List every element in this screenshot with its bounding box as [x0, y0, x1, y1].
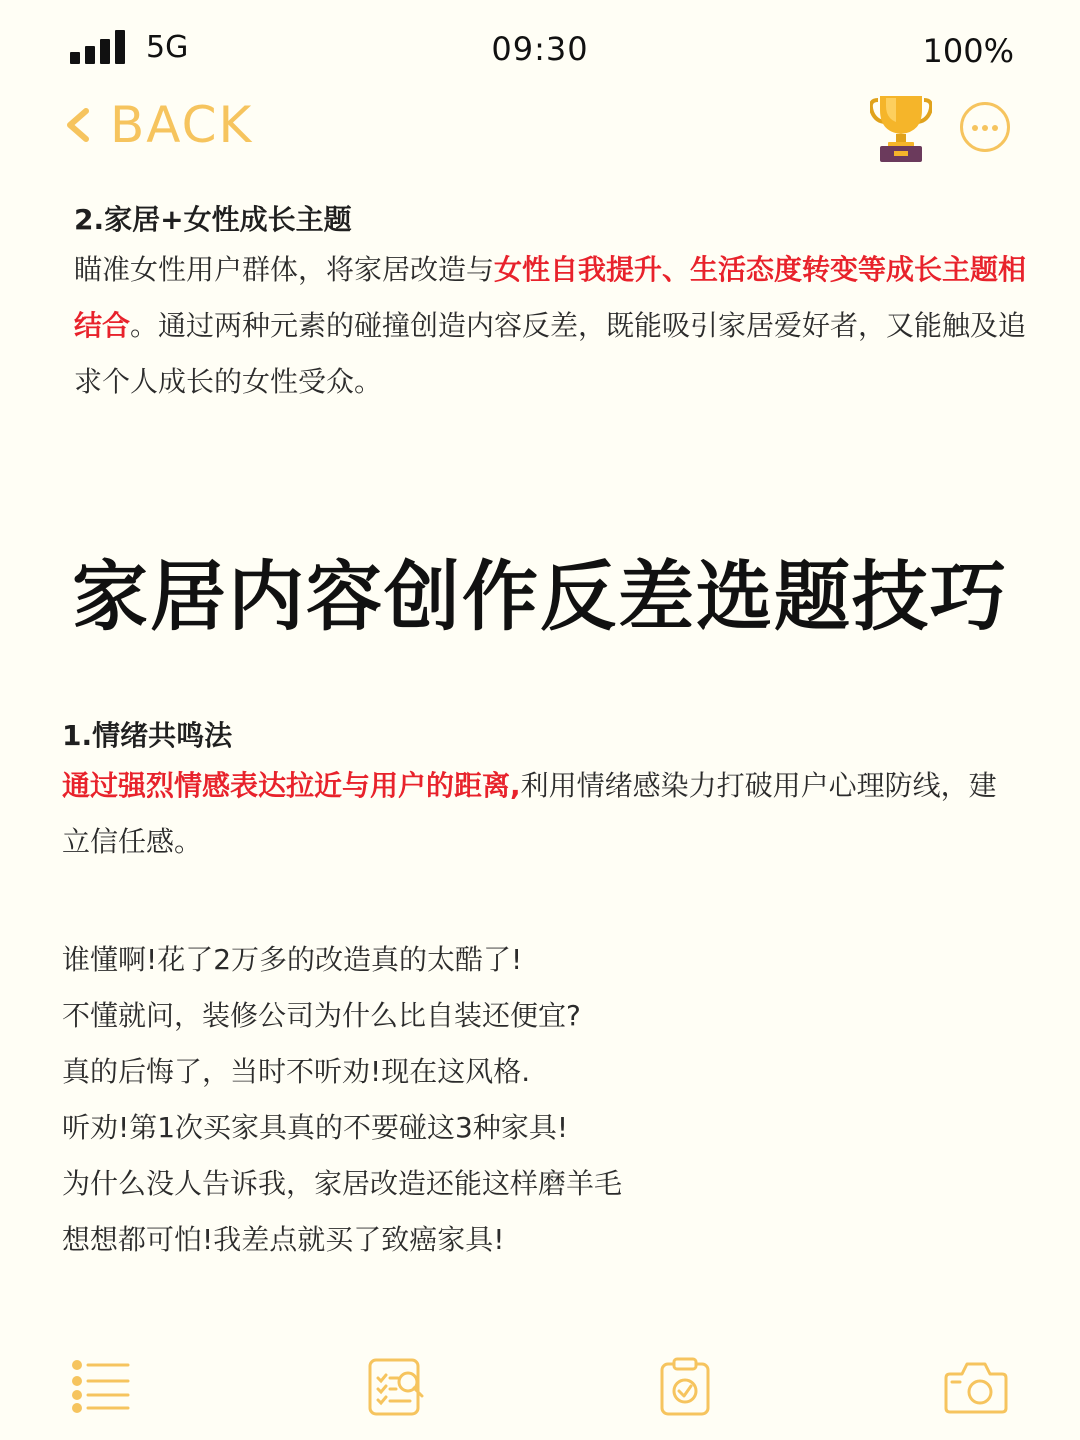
trophy-icon[interactable] — [870, 92, 932, 164]
list-item: 真的后悔了，当时不听劝!现在这风格. — [62, 1055, 531, 1088]
list-item: 想想都可怕!我差点就买了致癌家具! — [62, 1223, 505, 1256]
body-text: 利用情绪感染力打破用户心理防线，建立信任感。 — [62, 769, 997, 858]
list-icon[interactable] — [70, 1356, 134, 1418]
checklist-search-icon[interactable] — [366, 1356, 430, 1418]
section-body — [62, 758, 1022, 870]
chevron-left-icon — [62, 105, 92, 145]
battery-level: 100% — [922, 32, 1014, 70]
body-text: 。通过两种元素的碰撞创造内容反差，既能吸引家居爱好者，又能触及追求个人成长的女性受众。 — [74, 309, 1027, 398]
more-button[interactable] — [960, 102, 1010, 152]
body-text: 瞄准女性用户群体，将家居改造与 — [74, 253, 495, 286]
list-item: 为什么没人告诉我，家居改造还能这样磨羊毛 — [62, 1167, 623, 1200]
back-label: BACK — [110, 96, 254, 154]
page-title: 家居内容创作反差选题技巧 — [72, 552, 1008, 641]
highlight-text: 女性自我提升、生活态度转变等成长主题相结合 — [74, 253, 1027, 342]
clipboard-check-icon[interactable] — [656, 1356, 720, 1418]
network-label: 5G — [146, 30, 189, 65]
list-item: 谁懂啊!花了2万多的改造真的太酷了! — [62, 943, 523, 976]
section-title: 2.家居+女性成长主题 — [74, 203, 352, 236]
clock: 09:30 — [491, 30, 589, 68]
emotion-section — [62, 714, 1022, 870]
highlight-text: 通过强烈情感表达拉近与用户的距离, — [62, 769, 521, 802]
list-item: 不懂就问，装修公司为什么比自装还便宜? — [62, 999, 581, 1032]
list-item: 听劝!第1次买家具真的不要碰这3种家具! — [62, 1111, 569, 1144]
back-button[interactable] — [62, 96, 253, 154]
section-body — [74, 242, 1034, 410]
growth-section — [74, 198, 1034, 410]
example-list — [62, 932, 1022, 1268]
camera-icon[interactable] — [944, 1356, 1008, 1418]
section-title: 1.情绪共鸣法 — [62, 719, 233, 752]
